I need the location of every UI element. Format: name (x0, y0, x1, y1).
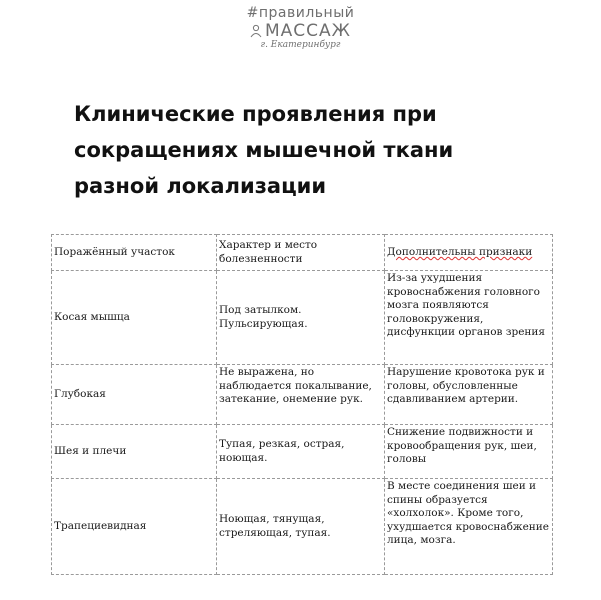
table-header-row (52, 235, 553, 271)
logo (0, 6, 601, 50)
massage-hands-icon (250, 24, 262, 38)
header-affected-area: Поражённый участок (52, 235, 217, 271)
cell-pain: Ноющая, тянущая, стреляющая, тупая. (217, 479, 385, 575)
header-additional-signs (385, 235, 553, 271)
cell-area: Глубокая (52, 365, 217, 425)
cell-signs: В месте соединения шеи и спины образуется «холхолок». Кроме того, ухудшается кровоснабжение лица, мозга. (385, 479, 553, 575)
cell-area: Трапециевидная (52, 479, 217, 575)
logo-city: г. Екатеринбург (260, 40, 341, 50)
cell-signs: Снижение подвижности и кровообращения рук, шеи, головы (385, 425, 553, 479)
table-row (52, 271, 553, 365)
table-row (52, 365, 553, 425)
header-pain-character: Характер и место болезненности (217, 235, 385, 271)
cell-pain: Тупая, резкая, острая, ноющая. (217, 425, 385, 479)
logo-brand: МАССАЖ (265, 21, 351, 41)
logo-hashtag: #правильный (246, 5, 355, 21)
cell-pain: Не выражена, но наблюдается покалывание, затекание, онемение рук. (217, 365, 385, 425)
page-title: Клинические проявления при сокращениях мышечной ткани разной локализации (74, 102, 454, 198)
table-row (52, 479, 553, 575)
cell-signs: Из-за ухудшения кровоснабжения головного мозга появляются головокружения, дисфункции органов зрения (385, 271, 553, 365)
cell-pain: Под затылком. Пульсирующая. (217, 271, 385, 365)
cell-area: Косая мышца (52, 271, 217, 365)
symptoms-table (51, 234, 553, 575)
header-additional-signs-text: Дополнительны признаки (387, 245, 533, 258)
cell-area: Шея и плечи (52, 425, 217, 479)
table-row (52, 425, 553, 479)
cell-signs: Нарушение кровотока рук и головы, обусловленные сдавливанием артерии. (385, 365, 553, 425)
